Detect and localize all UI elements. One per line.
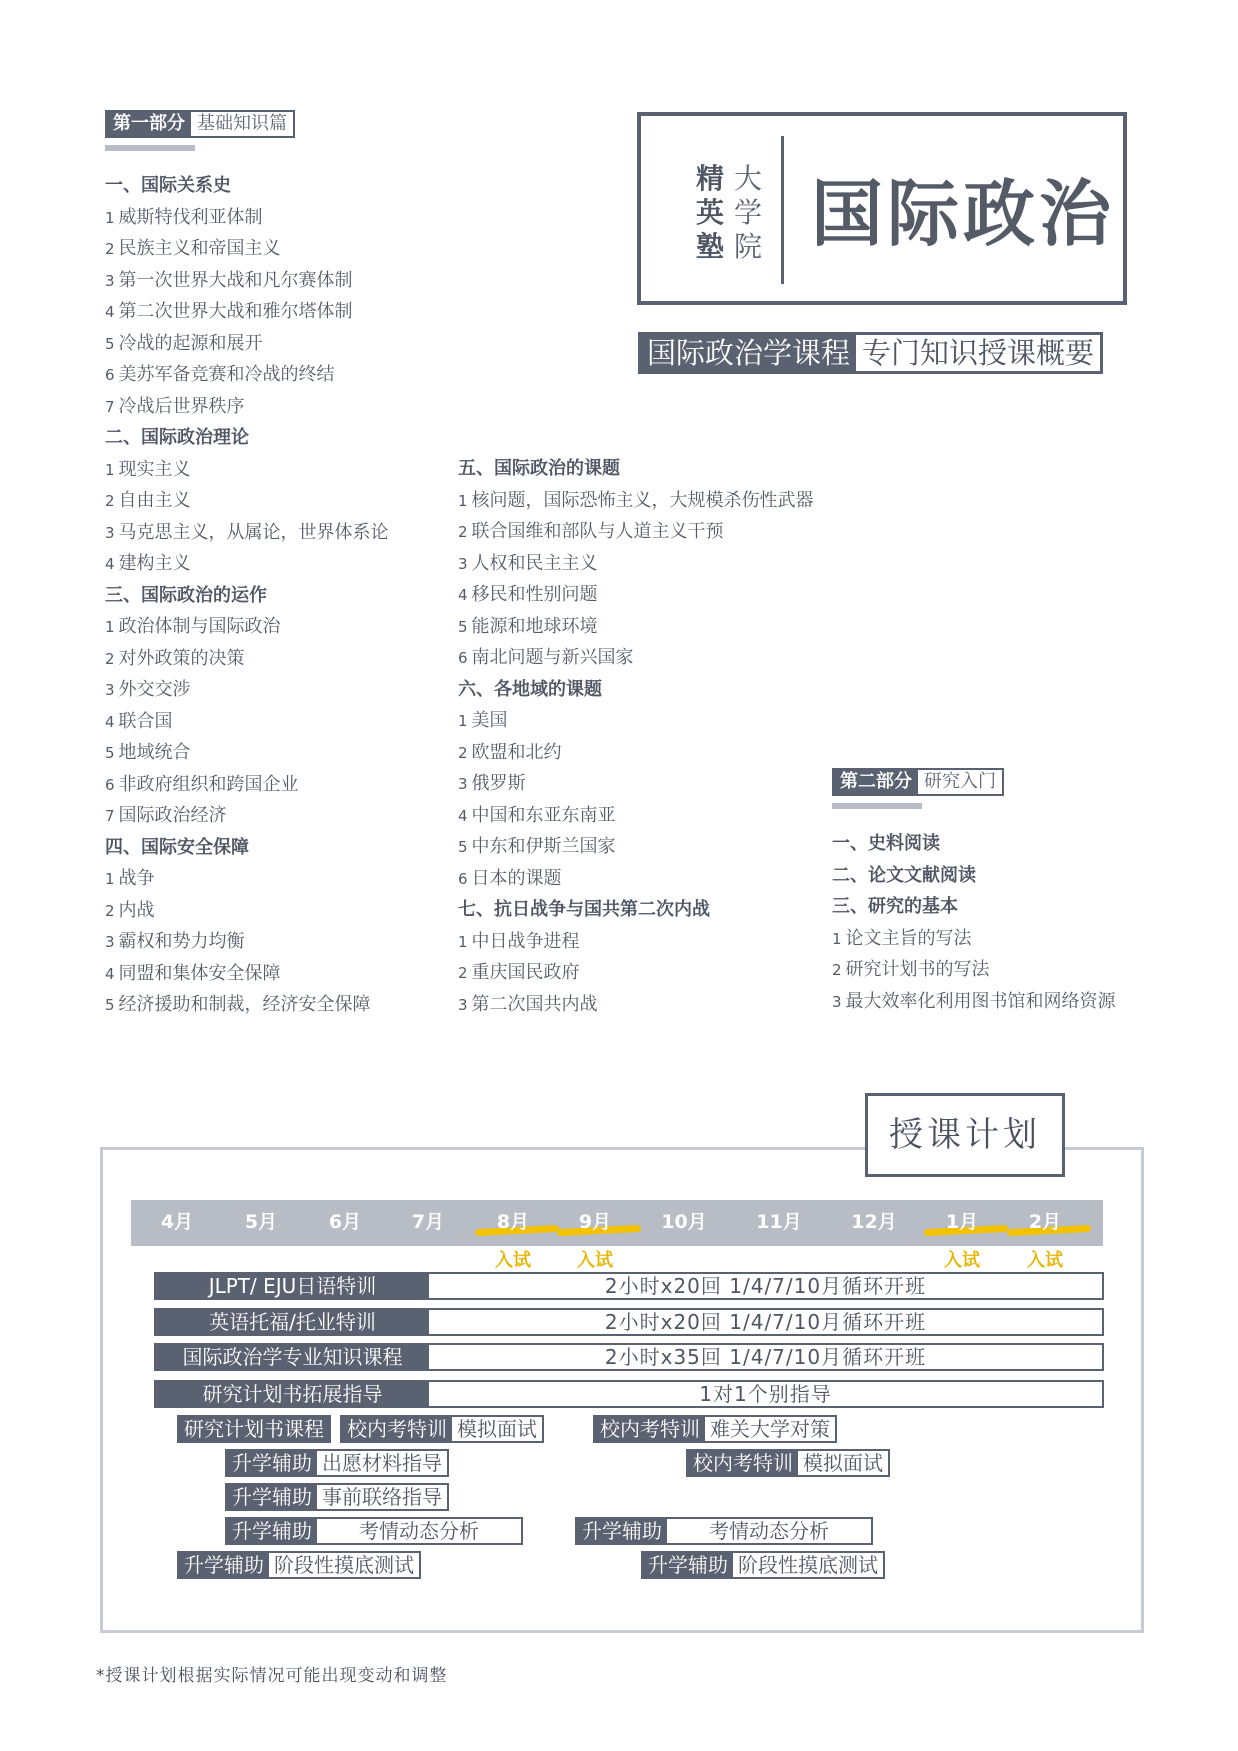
chip-label: 校内考特训 (595, 1417, 705, 1441)
chip-detail: 阶段性摸底测试 (733, 1553, 883, 1577)
topic-number: 3 (458, 775, 468, 793)
chip-label: 升学辅助 (179, 1553, 269, 1577)
topic-item (105, 548, 389, 580)
topic-text: 一、国际关系史 (105, 175, 231, 196)
exam-label: 入试 (495, 1250, 531, 1271)
subtitle-dark: 国际政治学课程 (641, 335, 856, 371)
topic-item (458, 926, 814, 958)
topic-number: 3 (105, 933, 115, 951)
topic-number: 6 (458, 869, 468, 888)
topic-item (105, 674, 389, 706)
topic-item (458, 800, 814, 832)
section-heading (458, 453, 814, 485)
topic-number: 2 (105, 240, 115, 258)
topic-number: 1 (105, 208, 115, 227)
topic-item (105, 391, 389, 423)
topic-number: 5 (105, 334, 115, 353)
topic-number: 4 (458, 586, 468, 604)
application-material-chip (225, 1449, 449, 1477)
mock-interview-chip-1 (340, 1415, 544, 1443)
topic-number: 2 (458, 523, 468, 541)
part1-tag-label: 第一部分 (107, 112, 191, 136)
topic-number: 7 (105, 807, 115, 825)
part2-tag-label: 第二部分 (834, 770, 918, 794)
topic-item (458, 485, 814, 517)
topic-text: 冷战后世界秩序 (118, 395, 245, 417)
topic-number: 1 (105, 618, 115, 636)
topic-column-1 (105, 170, 389, 1021)
month-label: 11月 (756, 1211, 802, 1233)
chip-detail: 事前联络指导 (317, 1485, 447, 1509)
topic-number: 6 (458, 649, 468, 667)
chip-detail: 考情动态分析 (317, 1519, 521, 1543)
section-heading (458, 674, 814, 706)
topic-item (832, 923, 1116, 955)
topic-number: 7 (105, 397, 115, 416)
topic-text: 国际政治经济 (118, 805, 227, 826)
chip-detail: 模拟面试 (452, 1417, 542, 1441)
topic-text: 联合国 (118, 710, 173, 732)
topic-number: 3 (458, 995, 468, 1014)
chip-label: 升学辅助 (227, 1519, 317, 1543)
month-label: 8月 (496, 1211, 530, 1233)
topic-number: 4 (105, 555, 115, 573)
page-title: 国际政治 (811, 172, 1116, 256)
topic-item (105, 296, 389, 328)
topic-text: 欧盟和北约 (471, 741, 562, 763)
topic-text: 人权和民主主义 (471, 552, 598, 574)
topic-item (105, 800, 389, 832)
course-label: JLPT/ EJU日语特训 (156, 1274, 429, 1298)
topic-item (105, 517, 389, 549)
topic-text: 能源和地球环境 (471, 615, 598, 637)
topic-item (458, 989, 814, 1021)
topic-item (458, 863, 814, 895)
topic-text: 三、研究的基本 (832, 896, 958, 917)
topic-number: 6 (105, 366, 115, 384)
part2-tag (832, 768, 1004, 796)
topic-number: 2 (105, 492, 115, 510)
topic-number: 1 (105, 870, 115, 888)
course-label: 国际政治学专业知识课程 (156, 1345, 429, 1369)
exam-label: 入试 (1027, 1250, 1063, 1271)
chip-label: 校内考特训 (688, 1451, 798, 1475)
topic-text: 俄罗斯 (471, 773, 526, 794)
course-label: 英语托福/托业特训 (156, 1310, 429, 1334)
topic-text: 核问题，国际恐怖主义，大规模杀伤性武器 (471, 489, 814, 511)
topic-item (105, 706, 389, 738)
section-heading (832, 860, 1116, 892)
topic-text: 威斯特伐利亚体制 (118, 206, 263, 228)
chip-label: 升学辅助 (643, 1553, 733, 1577)
section-heading (105, 832, 389, 864)
topic-item (458, 611, 814, 643)
topic-item (105, 926, 389, 958)
topic-item (105, 863, 389, 895)
topic-column-3 (832, 828, 1116, 1017)
topic-text: 最大效率化利用图书馆和网络资源 (845, 990, 1116, 1012)
topic-text: 战争 (118, 868, 155, 889)
topic-text: 美苏军备竞赛和冷战的终结 (118, 364, 335, 385)
topic-item (105, 265, 389, 297)
topic-text: 中东和伊斯兰国家 (471, 836, 616, 857)
topic-number: 1 (458, 491, 468, 510)
topic-text: 地域统合 (118, 742, 191, 763)
topic-text: 论文主旨的写法 (845, 927, 972, 949)
chip-detail: 难关大学对策 (705, 1417, 835, 1441)
topic-item (458, 579, 814, 611)
topic-text: 联合国维和部队与人道主义干预 (471, 521, 724, 542)
topic-text: 四、国际安全保障 (105, 836, 249, 858)
topic-number: 2 (458, 743, 468, 762)
course-detail: 2小时x20回 1/4/7/10月循环开班 (429, 1310, 1102, 1334)
chip-label: 研究计划书课程 (179, 1417, 329, 1441)
course-row (154, 1308, 1104, 1336)
topic-text: 非政府组织和跨国企业 (118, 773, 299, 795)
topic-item (105, 989, 389, 1021)
topic-item (105, 485, 389, 517)
chip-detail: 模拟面试 (798, 1451, 888, 1475)
topic-item (105, 895, 389, 927)
research-course-chip (177, 1415, 331, 1443)
section-heading (105, 580, 389, 612)
month-label: 5月 (244, 1211, 278, 1233)
topic-number: 6 (105, 775, 115, 794)
topic-text: 南北问题与新兴国家 (471, 647, 634, 668)
topic-text: 同盟和集体安全保障 (118, 962, 281, 984)
topic-text: 七、抗日战争与国共第二次内战 (458, 899, 710, 920)
topic-item (105, 233, 389, 265)
topic-number: 5 (105, 996, 115, 1014)
course-row (154, 1272, 1104, 1300)
topic-number: 1 (458, 932, 468, 951)
month-label: 7月 (411, 1211, 445, 1233)
topic-number: 2 (105, 649, 115, 668)
title-divider (781, 136, 784, 284)
section-heading (458, 894, 814, 926)
topic-number: 2 (105, 901, 115, 920)
topic-number: 1 (458, 712, 468, 730)
topic-number: 1 (832, 929, 842, 948)
topic-item (458, 548, 814, 580)
topic-text: 二、论文文献阅读 (832, 864, 976, 886)
brand-column-1 (693, 162, 727, 264)
topic-text: 外交交涉 (118, 679, 191, 700)
topic-number: 3 (105, 523, 115, 542)
topic-text: 五、国际政治的课题 (458, 458, 620, 479)
topic-number: 4 (105, 964, 115, 983)
footnote: *授课计划根据实际情况可能出现变动和调整 (96, 1666, 448, 1686)
topic-item (832, 986, 1116, 1018)
topic-text: 现实主义 (118, 458, 191, 480)
topic-text: 第一次世界大战和凡尔赛体制 (118, 269, 353, 291)
progress-test-chip-2 (641, 1551, 885, 1579)
month-label: 4月 (160, 1211, 194, 1233)
topic-item (105, 643, 389, 675)
topic-number: 1 (105, 460, 115, 479)
course-label: 研究计划书拓展指导 (156, 1382, 429, 1406)
topic-number: 5 (105, 744, 115, 762)
topic-item (458, 737, 814, 769)
course-detail: 1对1个别指导 (429, 1382, 1102, 1406)
topic-number: 5 (458, 617, 468, 636)
brand-char: 塾 (695, 230, 724, 263)
course-detail: 2小时x35回 1/4/7/10月循环开班 (429, 1345, 1102, 1369)
chip-detail: 阶段性摸底测试 (269, 1553, 419, 1577)
exam-analysis-chip-2 (575, 1517, 873, 1545)
topic-text: 日本的课题 (471, 867, 562, 889)
topic-text: 移民和性别问题 (471, 584, 598, 605)
topic-column-2 (458, 453, 814, 1020)
part1-underline (105, 145, 195, 151)
topic-text: 马克思主义，从属论，世界体系论 (118, 521, 389, 543)
chip-label: 升学辅助 (227, 1485, 317, 1509)
topic-item (105, 359, 389, 391)
title-box (637, 112, 1127, 305)
course-subtitle (638, 332, 1103, 374)
section-heading (105, 422, 389, 454)
exam-analysis-chip-1 (225, 1517, 523, 1545)
topic-item (105, 328, 389, 360)
subtitle-light: 专门知识授课概要 (856, 335, 1100, 371)
topic-text: 建构主义 (118, 553, 191, 574)
course-detail: 2小时x20回 1/4/7/10月循环开班 (429, 1274, 1102, 1298)
exam-label: 入试 (577, 1250, 613, 1271)
topic-item (458, 705, 814, 737)
part1-tag-subtitle: 基础知识篇 (191, 112, 293, 136)
chip-label: 升学辅助 (577, 1519, 667, 1543)
topic-item (105, 737, 389, 769)
month-label: 6月 (328, 1211, 362, 1233)
section-heading (832, 828, 1116, 860)
topic-text: 民族主义和帝国主义 (118, 238, 281, 259)
topic-text: 三、国际政治的运作 (105, 584, 267, 606)
topic-text: 美国 (471, 710, 508, 731)
topic-text: 第二次国共内战 (471, 993, 598, 1015)
topic-text: 内战 (118, 899, 155, 921)
topic-item (832, 954, 1116, 986)
chip-detail: 考情动态分析 (667, 1519, 871, 1543)
topic-text: 研究计划书的写法 (845, 959, 990, 980)
month-label: 12月 (851, 1211, 897, 1233)
topic-item (458, 831, 814, 863)
brand-char: 大 (733, 162, 762, 195)
exam-label: 入试 (944, 1250, 980, 1271)
topic-text: 二、国际政治理论 (105, 427, 249, 448)
topic-text: 中日战争进程 (471, 930, 580, 952)
chip-detail: 出愿材料指导 (317, 1451, 447, 1475)
topic-text: 冷战的起源和展开 (118, 332, 263, 354)
topic-number: 3 (105, 681, 115, 699)
section-heading (832, 891, 1116, 923)
progress-test-chip-1 (177, 1551, 421, 1579)
chip-label: 校内考特训 (342, 1417, 452, 1441)
topic-item (458, 768, 814, 800)
topic-text: 政治体制与国际政治 (118, 616, 281, 637)
topic-item (458, 642, 814, 674)
section-heading (105, 170, 389, 202)
month-label: 1月 (945, 1211, 979, 1233)
topic-item (105, 202, 389, 234)
topic-number: 3 (458, 554, 468, 573)
topic-item (105, 611, 389, 643)
topic-number: 2 (832, 961, 842, 979)
topic-number: 3 (832, 992, 842, 1011)
topic-text: 中国和东亚东南亚 (471, 804, 616, 826)
topic-text: 六、各地域的课题 (458, 678, 602, 700)
brand-column-2 (731, 162, 765, 264)
part1-tag (105, 110, 295, 138)
topic-text: 第二次世界大战和雅尔塔体制 (118, 301, 353, 322)
topic-number: 4 (458, 806, 468, 825)
topic-item (458, 516, 814, 548)
part2-underline (832, 803, 922, 809)
brand-char: 英 (695, 196, 724, 229)
topic-number: 2 (458, 964, 468, 982)
month-timeline (131, 1200, 1103, 1246)
topic-number: 4 (105, 712, 115, 731)
contact-guidance-chip (225, 1483, 449, 1511)
month-label: 10月 (661, 1211, 707, 1233)
elite-university-chip (593, 1415, 837, 1443)
topic-text: 一、史料阅读 (832, 833, 940, 854)
topic-item (105, 958, 389, 990)
topic-item (458, 957, 814, 989)
topic-text: 对外政策的决策 (118, 647, 245, 669)
topic-text: 重庆国民政府 (471, 962, 580, 983)
topic-item (105, 454, 389, 486)
topic-text: 经济援助和制裁，经济安全保障 (118, 994, 371, 1015)
topic-number: 3 (105, 271, 115, 290)
topic-text: 霸权和势力均衡 (118, 931, 245, 952)
course-row (154, 1343, 1104, 1371)
course-row (154, 1380, 1104, 1408)
topic-number: 5 (458, 838, 468, 856)
brand-char: 院 (733, 230, 762, 263)
topic-item (105, 769, 389, 801)
chip-label: 升学辅助 (227, 1451, 317, 1475)
mock-interview-chip-2 (686, 1449, 890, 1477)
brand-char: 学 (733, 196, 762, 229)
topic-text: 自由主义 (118, 490, 191, 511)
month-label: 2月 (1028, 1211, 1062, 1233)
part2-tag-subtitle: 研究入门 (918, 770, 1002, 794)
brand-char: 精 (695, 162, 724, 195)
topic-number: 4 (105, 303, 115, 321)
plan-title: 授课计划 (865, 1093, 1065, 1177)
month-label: 9月 (578, 1211, 612, 1233)
